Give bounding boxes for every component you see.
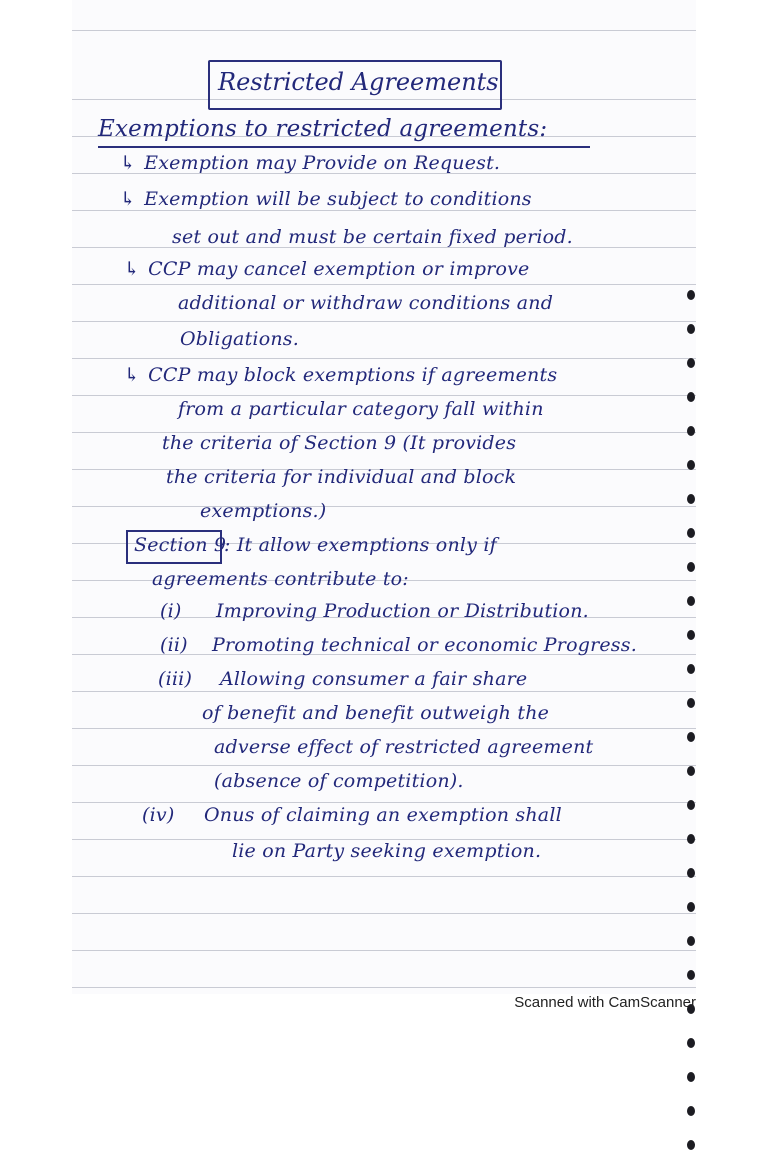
binding-hole: [687, 494, 695, 504]
item-number: (i): [160, 600, 182, 622]
note-line-10: the criteria for individual and block: [166, 466, 517, 488]
binding-hole: [687, 1072, 695, 1082]
binding-hole: [687, 664, 695, 674]
section-intro: : It allow exemptions only if: [224, 534, 497, 556]
arrow-icon: ↳: [124, 364, 141, 386]
binding-hole: [687, 290, 695, 300]
binding-hole: [687, 1038, 695, 1048]
binding-hole: [687, 834, 695, 844]
binding-hole: [687, 1140, 695, 1150]
scanner-watermark: Scanned with CamScanner: [514, 994, 696, 1011]
note-text: CCP may cancel exemption or improve: [148, 258, 530, 280]
item-number: (ii): [160, 634, 188, 656]
section-intro-2: agreements contribute to:: [152, 568, 409, 590]
item-text: Improving Production or Distribution.: [216, 600, 589, 622]
binding-hole: [687, 800, 695, 810]
item-text: Onus of claiming an exemption shall: [204, 804, 562, 826]
section-item-3-cont-2: adverse effect of restricted agreement: [214, 736, 594, 758]
note-text: CCP may block exemptions if agreements: [148, 364, 558, 386]
section-heading: Exemptions to restricted agreements:: [98, 116, 548, 142]
section-item-3-cont-1: of benefit and benefit outweigh the: [202, 702, 550, 724]
item-text: Promoting technical or economic Progress.: [212, 634, 637, 656]
binding-hole: [687, 528, 695, 538]
binding-hole: [687, 970, 695, 980]
section-item-4-cont: lie on Party seeking exemption.: [232, 840, 542, 862]
section-label: Section 9: [134, 534, 227, 556]
section-item-1: [160, 600, 589, 622]
section-item-4: [142, 804, 562, 826]
note-text: Exemption will be subject to conditions: [144, 188, 532, 210]
note-line-11: exemptions.): [200, 500, 327, 522]
note-line-3: set out and must be certain fixed period.: [172, 226, 573, 248]
note-line-1: [120, 152, 500, 174]
heading-underline: [98, 146, 590, 148]
binding-hole: [687, 596, 695, 606]
note-line-8: from a particular category fall within: [178, 398, 544, 420]
item-number: (iii): [158, 668, 193, 690]
binding-hole: [687, 902, 695, 912]
binding-hole: [687, 358, 695, 368]
binding-hole: [687, 562, 695, 572]
note-line-7: [124, 364, 557, 386]
arrow-icon: ↳: [124, 258, 141, 280]
note-line-2: [120, 188, 532, 210]
section-item-3: [158, 668, 527, 690]
binding-hole: [687, 460, 695, 470]
page-title: Restricted Agreements: [218, 68, 499, 96]
binding-hole: [687, 1106, 695, 1116]
note-text: Exemption may Provide on Request.: [144, 152, 501, 174]
section-item-2: [160, 634, 637, 656]
arrow-icon: ↳: [120, 188, 137, 210]
binding-hole: [687, 766, 695, 776]
binding-hole: [687, 392, 695, 402]
binding-hole: [687, 324, 695, 334]
item-number: (iv): [142, 804, 175, 826]
note-line-4: [124, 258, 529, 280]
binding-hole: [687, 630, 695, 640]
binding-hole: [687, 732, 695, 742]
arrow-icon: ↳: [120, 152, 137, 174]
note-line-6: Obligations.: [180, 328, 299, 350]
item-text: Allowing consumer a fair share: [220, 668, 528, 690]
binding-hole: [687, 698, 695, 708]
note-line-5: additional or withdraw conditions and: [178, 292, 554, 314]
binding-hole: [687, 936, 695, 946]
binding-hole: [687, 868, 695, 878]
binding-hole: [687, 426, 695, 436]
section-item-3-cont-3: (absence of competition).: [214, 770, 464, 792]
note-line-9: the criteria of Section 9 (It provides: [162, 432, 517, 454]
